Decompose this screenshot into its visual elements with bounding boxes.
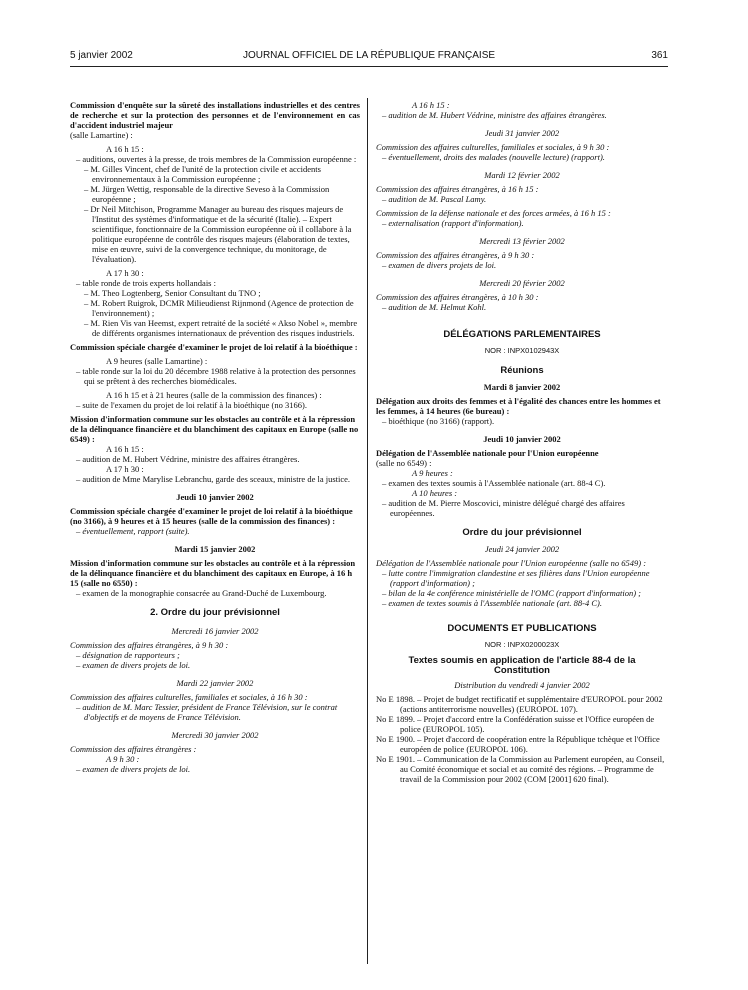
page-number: 361 <box>651 50 668 61</box>
agenda-item: – audition de M. Pascal Lamy. <box>382 194 487 204</box>
subsection-heading: Ordre du jour prévisionnel <box>462 527 582 538</box>
header-date: 5 janvier 2002 <box>70 50 133 61</box>
agenda-item: – audition de Mme Marylise Lebranchu, garde des sceaux, ministre de la justice. <box>76 474 351 484</box>
date-heading: Jeudi 10 janvier 2002 <box>176 492 254 502</box>
agenda-item: – désignation de rapporteurs ; <box>76 650 180 660</box>
agenda-item: – examen de divers projets de loi. <box>76 660 191 670</box>
agenda-item: – table ronde sur la loi du 20 décembre 1988 relative à la protection des personnes qui se prêtent à des recherches biomédicales. <box>76 366 356 386</box>
agenda-item: – table ronde de trois experts hollandais : <box>76 278 216 288</box>
agenda-item: – audition de M. Pierre Moscovici, ministre délégué chargé des affaires européennes. <box>382 498 625 518</box>
date-heading: Mercredi 16 janvier 2002 <box>171 626 259 636</box>
commission-title: Commission spéciale chargée d'examiner le projet de loi relatif à la bioéthique (no 3166), à 9 heures et à 15 heures (salle de la commission des finances) : <box>70 506 353 526</box>
agenda-item: – éventuellement, rapport (suite). <box>76 526 190 536</box>
date-heading: Jeudi 10 janvier 2002 <box>483 434 561 444</box>
commission-title: Commission des affaires culturelles, familiales et sociales, à 16 h 30 : <box>70 692 308 702</box>
distribution-date: Distribution du vendredi 4 janvier 2002 <box>454 680 590 690</box>
section-heading: DÉLÉGATIONS PARLEMENTAIRES <box>443 329 601 340</box>
agenda-item: – examen de divers projets de loi. <box>76 764 191 774</box>
time-label: A 9 heures (salle Lamartine) : <box>106 356 208 366</box>
agenda-item: – audition de M. Helmut Kohl. <box>382 302 487 312</box>
commission-title: Commission des affaires culturelles, familiales et sociales, à 9 h 30 : <box>376 142 610 152</box>
agenda-subitem: – M. Rien Vis van Heemst, expert retraité de la société « Akso Nobel », membre de différents organismes internationaux de prévention des risques industriels. <box>84 318 358 338</box>
agenda-item: – auditions, ouvertes à la presse, de trois membres de la Commission européenne : <box>76 154 357 164</box>
agenda-item: – bilan de la 4e conférence ministérielle de l'OMC (rapport d'information) ; <box>382 588 641 598</box>
commission-title: Commission spéciale chargée d'examiner le projet de loi relatif à la bioéthique : <box>70 342 358 352</box>
right-column <box>376 100 668 784</box>
commission-title: Commission des affaires étrangères : <box>70 744 197 754</box>
agenda-item: – examen de divers projets de loi. <box>382 260 497 270</box>
agenda-item: – audition de M. Hubert Védrine, ministre des affaires étrangères. <box>382 110 607 120</box>
commission-title: Commission des affaires étrangères, à 9 h 30 : <box>376 250 535 260</box>
commission-title: Commission de la défense nationale et des forces armées, à 16 h 15 : <box>376 208 611 218</box>
date-heading: Jeudi 31 janvier 2002 <box>484 128 560 138</box>
agenda-item: – examen des textes soumis à l'Assemblée nationale (art. 88-4 C). <box>382 478 606 488</box>
date-heading: Mercredi 30 janvier 2002 <box>171 730 259 740</box>
agenda-item: – audition de M. Hubert Védrine, ministre des affaires étrangères. <box>76 454 300 464</box>
time-label: A 16 h 15 : <box>412 100 450 110</box>
room-label: (salle Lamartine) : <box>70 130 133 140</box>
header-rule <box>70 66 668 67</box>
agenda-item: – lutte contre l'immigration clandestine et ses filières dans l'Union européenne (rapport d'information) ; <box>382 568 650 588</box>
agenda-item: – externalisation (rapport d'information). <box>382 218 524 228</box>
document-entry: No E 1898. – Projet de budget rectificatif et supplémentaire d'EUROPOL pour 2002 (actions antiterrorisme nouvelles) (EUROPOL 107). <box>376 694 663 714</box>
mission-title: Mission d'information commune sur les obstacles au contrôle et à la répression de la délinquance financière et du blanchiment des capitaux en Europe (salle no 6549) : <box>70 414 359 444</box>
subsection-heading: Réunions <box>500 365 544 376</box>
date-heading: Mercredi 13 février 2002 <box>479 236 565 246</box>
agenda-subitem: – M. Jürgen Wettig, responsable de la directive Seveso à la Commission européenne ; <box>84 184 330 204</box>
date-heading: Mardi 8 janvier 2002 <box>483 382 561 392</box>
agenda-subitem: – Dr Neil Mitchison, Programme Manager au bureau des risques majeurs de l'Institut des systèmes d'informatique et de la sécurité (Italie). – Expert scientifique, fonctionnaire de la Commission européenne où il collabore à la politique européenne de contrôle des risques majeurs (élaboration de textes, mise en œuvre, suivi de la convergence technique, du monitorage, de l'évaluation). <box>84 204 352 264</box>
delegation-title: Délégation de l'Assemblée nationale pour l'Union européenne <box>376 448 599 458</box>
time-label: A 10 heures : <box>412 488 458 498</box>
document-entry: No E 1901. – Communication de la Commission au Parlement européen, au Conseil, au Comité économique et social et au comité des régions. – Programme de travail de la Commission pour 2002 (COM [2001] 620 final). <box>376 754 665 784</box>
time-label: A 9 heures : <box>412 468 453 478</box>
agenda-item: – bioéthique (no 3166) (rapport). <box>382 416 495 426</box>
time-label: A 16 h 15 : <box>106 444 144 454</box>
room-label: (salle no 6549) : <box>376 458 432 468</box>
nor-reference: NOR : INPX0200023X <box>484 640 560 649</box>
commission-title: Commission des affaires étrangères, à 10 h 30 : <box>376 292 539 302</box>
delegation-title: Délégation de l'Assemblée nationale pour l'Union européenne (salle no 6549) : <box>376 558 647 568</box>
document-entry: No E 1899. – Projet d'accord entre la Confédération suisse et l'Office européen de police (EUROPOL 105). <box>376 714 655 734</box>
date-heading: Mardi 12 février 2002 <box>484 170 560 180</box>
document-entry: No E 1900. – Projet d'accord de coopération entre la République tchèque et l'Office européen de police (EUROPOL 106). <box>376 734 660 754</box>
time-label: A 17 h 30 : <box>106 464 144 474</box>
agenda-item: – examen de textes soumis à l'Assemblée nationale (art. 88-4 C). <box>382 598 602 608</box>
date-heading: Mardi 22 janvier 2002 <box>176 678 254 688</box>
agenda-subitem: – M. Theo Logtenberg, Senior Consultant du TNO ; <box>84 288 261 298</box>
commission-title: Commission des affaires étrangères, à 16 h 15 : <box>376 184 539 194</box>
date-heading: Mardi 15 janvier 2002 <box>174 544 256 554</box>
agenda-item: – audition de M. Marc Tessier, président de France Télévision, sur le contrat d'objectifs et de moyens de France Télévision. <box>76 702 338 722</box>
date-heading: Jeudi 24 janvier 2002 <box>484 544 560 554</box>
nor-reference: NOR : INPX0102943X <box>484 346 560 355</box>
time-label: A 17 h 30 : <box>106 268 144 278</box>
agenda-subitem: – M. Robert Ruigrok, DCMR Milieudienst Rijnmond (Agence de protection de l'environnement) ; <box>84 298 354 318</box>
agenda-subitem: – M. Gilles Vincent, chef de l'unité de la protection civile et accidents environnementaux à la Commission européenne ; <box>84 164 321 184</box>
subsection-heading: Textes soumis en application de l'article 88-4 de la Constitution <box>408 655 636 676</box>
header-title: JOURNAL OFFICIEL DE LA RÉPUBLIQUE FRANÇAISE <box>242 50 496 61</box>
column-separator <box>367 98 368 964</box>
commission-title: Commission des affaires étrangères, à 9 h 30 : <box>70 640 229 650</box>
commission-title: Commission d'enquête sur la sûreté des installations industrielles et des centres de recherche et sur la protection des personnes et de l'environnement en cas d'accident industriel majeur <box>70 100 360 130</box>
section-heading: DOCUMENTS ET PUBLICATIONS <box>447 623 597 634</box>
section-heading: 2. Ordre du jour prévisionnel <box>150 607 280 618</box>
time-label: A 16 h 15 : <box>106 144 144 154</box>
running-header <box>70 50 668 64</box>
time-label: A 16 h 15 et à 21 heures (salle de la commission des finances) : <box>106 390 322 400</box>
time-label: A 9 h 30 : <box>106 754 140 764</box>
mission-title: Mission d'information commune sur les obstacles au contrôle et à la répression de la délinquance financière et du blanchiment des capitaux en Europe, à 16 h 15 (salle no 6550) : <box>70 558 356 588</box>
agenda-item: – examen de la monographie consacrée au Grand-Duché de Luxembourg. <box>76 588 327 598</box>
agenda-item: – éventuellement, droits des malades (nouvelle lecture) (rapport). <box>382 152 605 162</box>
delegation-title: Délégation aux droits des femmes et à l'égalité des chances entre les hommes et les femmes, à 14 heures (6e bureau) : <box>376 396 661 416</box>
agenda-item: – suite de l'examen du projet de loi relatif à la bioéthique (no 3166). <box>76 400 307 410</box>
left-column <box>70 100 360 774</box>
date-heading: Mercredi 20 février 2002 <box>479 278 565 288</box>
